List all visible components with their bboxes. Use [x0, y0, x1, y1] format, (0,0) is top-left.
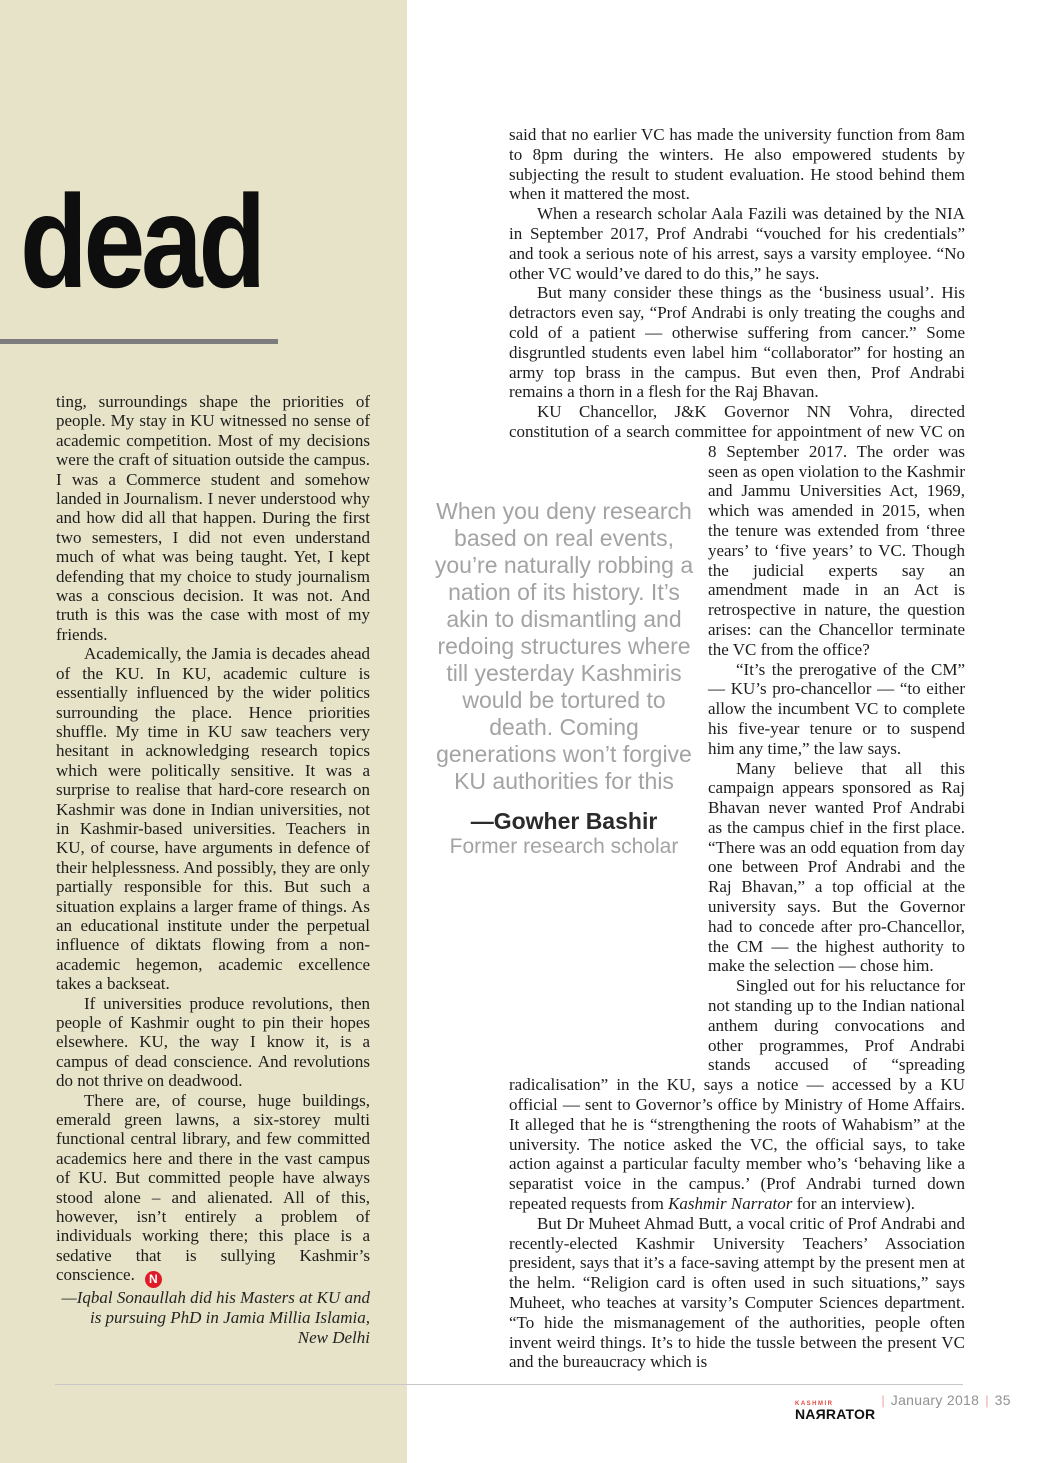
body-paragraph: ting, surroundings shape the priorities of people. My stay in KU witnessed no sense of academic competition. Most of my decisions were the craft of situation outside the campus. I was a Commerce student and somehow landed in Journalism. I never understood why and how did all that happen. During the first two semesters, I did not even understand much of what was being taught. Yet, I kept defending that my choice to study journalism was a conscious decision. It was not. And truth is this was the case with most of my friends. [56, 392, 370, 644]
end-mark-icon: N [145, 1271, 162, 1288]
footer-separator: | [881, 1393, 885, 1408]
pull-quote [433, 442, 695, 1062]
pull-quote-attribution: —Gowher Bashir [470, 807, 658, 834]
body-paragraph: said that no earlier VC has made the university function from 8am to 8pm during the winters. He also empowered students by subjecting the result to student evaluation. He stood behind them when it mattered the most. [509, 125, 965, 204]
pull-quote-role: Former research scholar [449, 834, 679, 858]
body-paragraph: “It’s the prerogative of the CM” — KU’s pro-chancellor — “to either allow the incumbent VC to complete his five-year tenure or to suspend him any time,” the law says. [708, 659, 965, 758]
body-paragraph [56, 1091, 370, 1289]
body-paragraph: Many believe that all this campaign appears sponsored as Raj Bhavan never wanted Prof Andrabi as the campus chief in the first place. “There was an odd equation from day one between Prof Andrabi and the Raj Bhavan,” a top official at the university says. But the Governor had to concede after pro-Chancellor, the CM — the highest authority to make the selection — chose him. [708, 758, 965, 976]
narrator-logo-kashmir: KASHMIR [795, 1401, 834, 1407]
body-paragraph: If universities produce revolutions, then people of Kashmir ought to pin their hopes elsewhere. KU, the way I know it, is a campus of dead conscience. And revolutions do not thrive on deadwood. [56, 993, 370, 1091]
footer-page-number: 35 [994, 1392, 1011, 1408]
headline: dead [20, 168, 262, 315]
paragraph-text: There are, of course, huge buildings, emerald green lawns, a six-storey multi functional central library, and few committed academics here and there in the vast campus of KU. But committed people have always stood alone – and alienated. All of this, however, isn’t entirely a problem of individuals working there; this place is a sedative that is sullying Kashmir’s conscience. [56, 1090, 370, 1285]
left-column [56, 392, 370, 1348]
author-byline: —Iqbal Sonaullah did his Masters at KU and is pursuing PhD in Jamia Millia Islamia, New Delhi [61, 1288, 370, 1348]
body-paragraph: But many consider these things as the ‘business usual’. His detractors even say, “Prof Andrabi is only treating the coughs and cold of a patient — otherwise suffering from cancer.” Some disgruntled students even label him “collaborator” for hosting an army top brass in the campus. But even then, Prof Andrabi remains a thorn in a flesh for the Raj Bhavan. [509, 283, 965, 402]
paragraph-text: KU Chancellor, J&K Governor NN Vohra, directed constitution of a search committee for appointment of new VC [509, 402, 965, 441]
paragraph-text: on 8 September 2017. The order was seen as open violation to the Kashmir and Jammu Universities Act, 1969, which was amended in 2015, when the tenure was extended from ‘three years’ to ‘five years’ to VC. Though the judicial experts say an amendment made in an Act is retrospective in nature, the question arises: can the Chancellor terminate the VC from the office? [708, 421, 965, 659]
headline-rule [0, 339, 278, 344]
paragraph-text: Singled out for his reluctance for not standing up to the Indian national anthem during convocations and other programmes, Prof Andrabi stands accused of “spreading radicalisation” in the KU, says a notice — accessed by a KU official — sent to Governor’s office by Ministry of Home Affairs. It alleged that he is “strengthening the roots of Wahabism” at the university. The notice asked the VC, the official says, to take action against a particular faculty member who’s ‘behaving like a separatist voice in the campus.’ (Prof Andrabi turned down repeated requests from [509, 976, 965, 1214]
page-footer [795, 1392, 1011, 1421]
body-paragraph: Academically, the Jamia is decades ahead of the KU. In KU, academic culture is essentially influenced by the wider politics surrounding the place. Hence priorities shuffle. My time in KU saw teachers very hesitant in acknowledging research topics which were politically sensitive. It was a surprise to realise that hard-core research on Kashmir was done in Indian universities, not in Kashmir-based universities. Teachers in KU, of course, have arguments in defence of their helplessness. And possibly, they are only partially responsible for this. But such a situation explains a larger frame of things. As an educational institute under the perpetual influence of diktats flowing from a non-academic hegemon, academic excellence takes a backseat. [56, 644, 370, 994]
right-column [434, 125, 965, 1372]
footer-separator: | [985, 1393, 989, 1408]
footer-issue-date: January 2018 [890, 1392, 980, 1408]
publication-name-italic: Kashmir Narrator [668, 1194, 793, 1214]
pull-quote-text: When you deny research based on real events, you’re naturally robbing a nation of its history. It’s akin to dismantling and redoing structures where till yesterday Kashmiris would be tortured to death. Coming generations won’t forgive KU authorities for this [434, 497, 694, 794]
narrator-logo [795, 1401, 875, 1421]
body-paragraph: When a research scholar Aala Fazili was detained by the NIA in September 2017, Prof Andrabi “vouched for his credentials” and took a serious note of his arrest, says a varsity employee. “No other VC would’ve dared to do this,” he says. [509, 204, 965, 283]
footer-rule [55, 1384, 963, 1385]
paragraph-text: for an interview). [792, 1194, 916, 1214]
narrator-logo-wordmark: NAЯRATOR [795, 1406, 876, 1422]
body-paragraph: But Dr Muheet Ahmad Butt, a vocal critic of Prof Andrabi and recently-elected Kashmir University Teachers’ Association president, says that it’s a face-saving attempt by the present men at the helm. “Religion card is often used in such situations,” says Muheet, who teaches at varsity’s Computer Sciences department. “To hide the mismanagement of the authorities, people often invent weird things. It’s to hide the tussle between the present VC and the bureaucracy which is [509, 1213, 965, 1372]
